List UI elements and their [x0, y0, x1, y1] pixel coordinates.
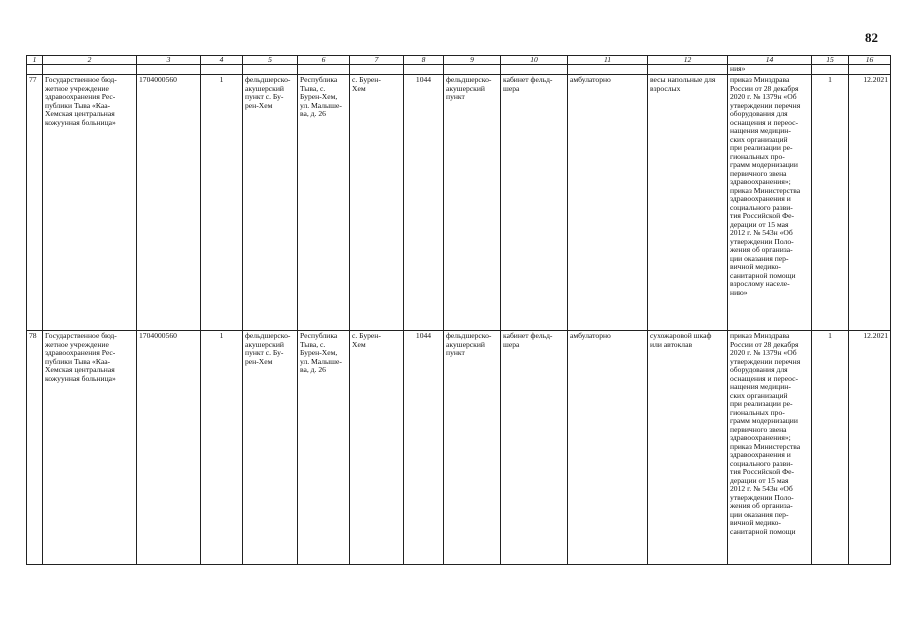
locality: с. Бурен- Хем [350, 75, 404, 331]
organization-name: Государственное бюд- жетное учреждение здравоохранения Рес- публики Тыва «Каа- Хемская центральная кожуунная больница» [43, 331, 137, 565]
facility-type: фельдшерско- акушерский пункт [444, 75, 501, 331]
column-4-value: 1 [201, 75, 243, 331]
header-cell: 7 [350, 56, 404, 65]
header-cell: 4 [201, 56, 243, 65]
delivery-date: 12.2021 [849, 331, 891, 565]
continuation-text: ния» [728, 65, 812, 75]
delivery-date: 12.2021 [849, 75, 891, 331]
header-cell: 3 [137, 56, 201, 65]
quantity: 1 [812, 331, 849, 565]
equipment-name: весы напольные для взрослых [648, 75, 728, 331]
care-conditions: амбулаторно [568, 331, 648, 565]
facility-type: фельдшерско- акушерский пункт [444, 331, 501, 565]
header-cell: 6 [298, 56, 350, 65]
room: кабинет фельд- шера [501, 75, 568, 331]
header-cell: 1 [27, 56, 43, 65]
equipment-table [26, 55, 891, 565]
organization-name: Государственное бюд- жетное учреждение здравоохранения Рес- публики Тыва «Каа- Хемская центральная кожуунная больница» [43, 75, 137, 331]
header-cell: 10 [501, 56, 568, 65]
header-cell: 14 [728, 56, 812, 65]
header-cell: 8 [404, 56, 444, 65]
equipment-name: сухожаровой шкаф или автоклав [648, 331, 728, 565]
facility-name: фельдшерско- акушерский пункт с. Бу- рен-Хем [243, 331, 298, 565]
column-4-value: 1 [201, 331, 243, 565]
legal-basis: приказ Минздрава России от 28 декабря 2020 г. № 1379н «Об утверждении перечня оборудования для оснащения и переос- нащения медицин- ских организаций при реализации ре- гиональных про- грамм модернизации первичного звена здравоохранения»; приказ Министерства здравоохранения и социального разви- тия Российской Фе- дерации от 15 мая 2012 г. № 543н «Об утверждении Поло- жения об организа- ции оказания пер- вичной медико- санитарной помощи [728, 331, 812, 565]
header-cell: 16 [849, 56, 891, 65]
column-number-header [27, 56, 891, 65]
organization-code: 1704000560 [137, 331, 201, 565]
row-number: 77 [27, 75, 43, 331]
column-8-value: 1044 [404, 331, 444, 565]
table-row [27, 331, 891, 565]
legal-basis: приказ Минздрава России от 28 декабря 2020 г. № 1379н «Об утверждении перечня оборудования для оснащения и переос- нащения медицин- ских организаций при реализации ре- гиональных про- грамм модернизации первичного звена здравоохранения»; приказ Министерства здравоохранения и социального разви- тия Российской Фе- дерации от 15 мая 2012 г. № 543н «Об утверждении Поло- жения об организа- ции оказания пер- вичной медико- санитарной помощи взрослому населе- нию» [728, 75, 812, 331]
facility-address: Республика Тыва, с. Бурен-Хем, ул. Малыше- ва, д. 26 [298, 75, 350, 331]
header-cell: 15 [812, 56, 849, 65]
header-cell: 11 [568, 56, 648, 65]
quantity: 1 [812, 75, 849, 331]
page-number: 82 [865, 30, 878, 45]
facility-name: фельдшерско- акушерский пункт с. Бу- рен-Хем [243, 75, 298, 331]
room: кабинет фельд- шера [501, 331, 568, 565]
table-row-continuation [27, 65, 891, 75]
header-cell: 2 [43, 56, 137, 65]
row-number: 78 [27, 331, 43, 565]
care-conditions: амбулаторно [568, 75, 648, 331]
organization-code: 1704000560 [137, 75, 201, 331]
column-8-value: 1044 [404, 75, 444, 331]
facility-address: Республика Тыва, с. Бурен-Хем, ул. Малыше- ва, д. 26 [298, 331, 350, 565]
locality: с. Бурен- Хем [350, 331, 404, 565]
header-cell: 12 [648, 56, 728, 65]
header-cell: 5 [243, 56, 298, 65]
header-cell: 9 [444, 56, 501, 65]
table-row [27, 75, 891, 331]
